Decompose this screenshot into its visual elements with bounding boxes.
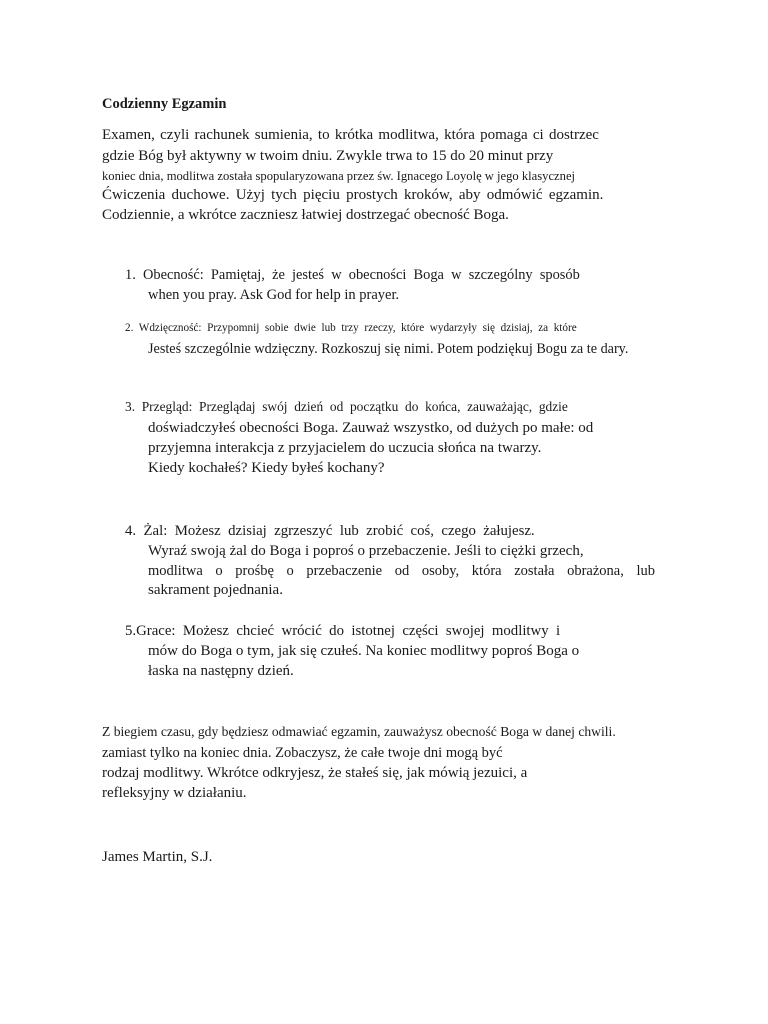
intro-line: Ćwiczenia duchowe. Użyj tych pięciu prostych kroków, aby odmówić egzamin. xyxy=(102,187,604,203)
closing-line: rodzaj modlitwy. Wkrótce odkryjesz, że stałeś się, jak mówią jezuici, a xyxy=(102,765,528,781)
closing-line: zamiast tylko na koniec dnia. Zobaczysz, że całe twoje dni mogą być xyxy=(102,745,503,761)
intro-line: Examen, czyli rachunek sumienia, to krótka modlitwa, która pomaga ci dostrzec xyxy=(102,127,599,143)
list-item-4-first-line: 4. Żal: Możesz dzisiaj zgrzeszyć lub zrobić coś, czego żałujesz. xyxy=(125,523,535,539)
intro-line: gdzie Bóg był aktywny w twoim dniu. Zwykle trwa to 15 do 20 minut przy xyxy=(102,148,554,164)
list-item-1-first-line: 1. Obecność: Pamiętaj, że jesteś w obecności Boga w szczególny sposób xyxy=(125,267,580,283)
list-item-2-line: Jesteś szczególnie wdzięczny. Rozkoszuj się nimi. Potem podziękuj Bogu za te dary. xyxy=(148,341,629,357)
document-title: Codzienny Egzamin xyxy=(102,96,227,112)
list-item-3-line: przyjemna interakcja z przyjacielem do uczucia słońca na twarzy. xyxy=(148,440,542,456)
list-item-3-first-line: 3. Przegląd: Przeglądaj swój dzień od początku do końca, zauważając, gdzie xyxy=(125,399,568,414)
list-item-4-line: sakrament pojednania. xyxy=(148,582,283,598)
author-signature: James Martin, S.J. xyxy=(102,849,213,865)
closing-line: Z biegiem czasu, gdy będziesz odmawiać egzamin, zauważysz obecność Boga w danej chwili. xyxy=(102,724,616,739)
list-item-5-line: łaska na następny dzień. xyxy=(148,663,294,679)
list-item-2-first-line: 2. Wdzięczność: Przypomnij sobie dwie lub trzy rzeczy, które wydarzyły się dzisiaj, za które xyxy=(125,322,577,334)
closing-line: refleksyjny w działaniu. xyxy=(102,785,247,801)
list-item-1-line: when you pray. Ask God for help in prayer. xyxy=(148,287,400,303)
intro-line: koniec dnia, modlitwa została spopularyzowana przez św. Ignacego Loyolę w jego klasycznej xyxy=(102,169,576,183)
list-item-4-line: Wyraź swoją żal do Boga i poproś o przebaczenie. Jeśli to ciężki grzech, xyxy=(148,543,584,559)
intro-line: Codziennie, a wkrótce zaczniesz łatwiej dostrzegać obecność Boga. xyxy=(102,207,509,223)
list-item-4-line: modlitwa o prośbę o przebaczenie od osoby, która została obrażona, lub xyxy=(148,563,656,579)
list-item-5-line: mów do Boga o tym, jak się czułeś. Na koniec modlitwy poproś Boga o xyxy=(148,643,580,659)
list-item-3-line: doświadczyłeś obecności Boga. Zauważ wszystko, od dużych po małe: od xyxy=(148,420,594,436)
list-item-5-first-line: 5.Grace: Możesz chcieć wrócić do istotnej części swojej modlitwy i xyxy=(125,623,561,639)
list-item-3-line: Kiedy kochałeś? Kiedy byłeś kochany? xyxy=(148,460,385,476)
